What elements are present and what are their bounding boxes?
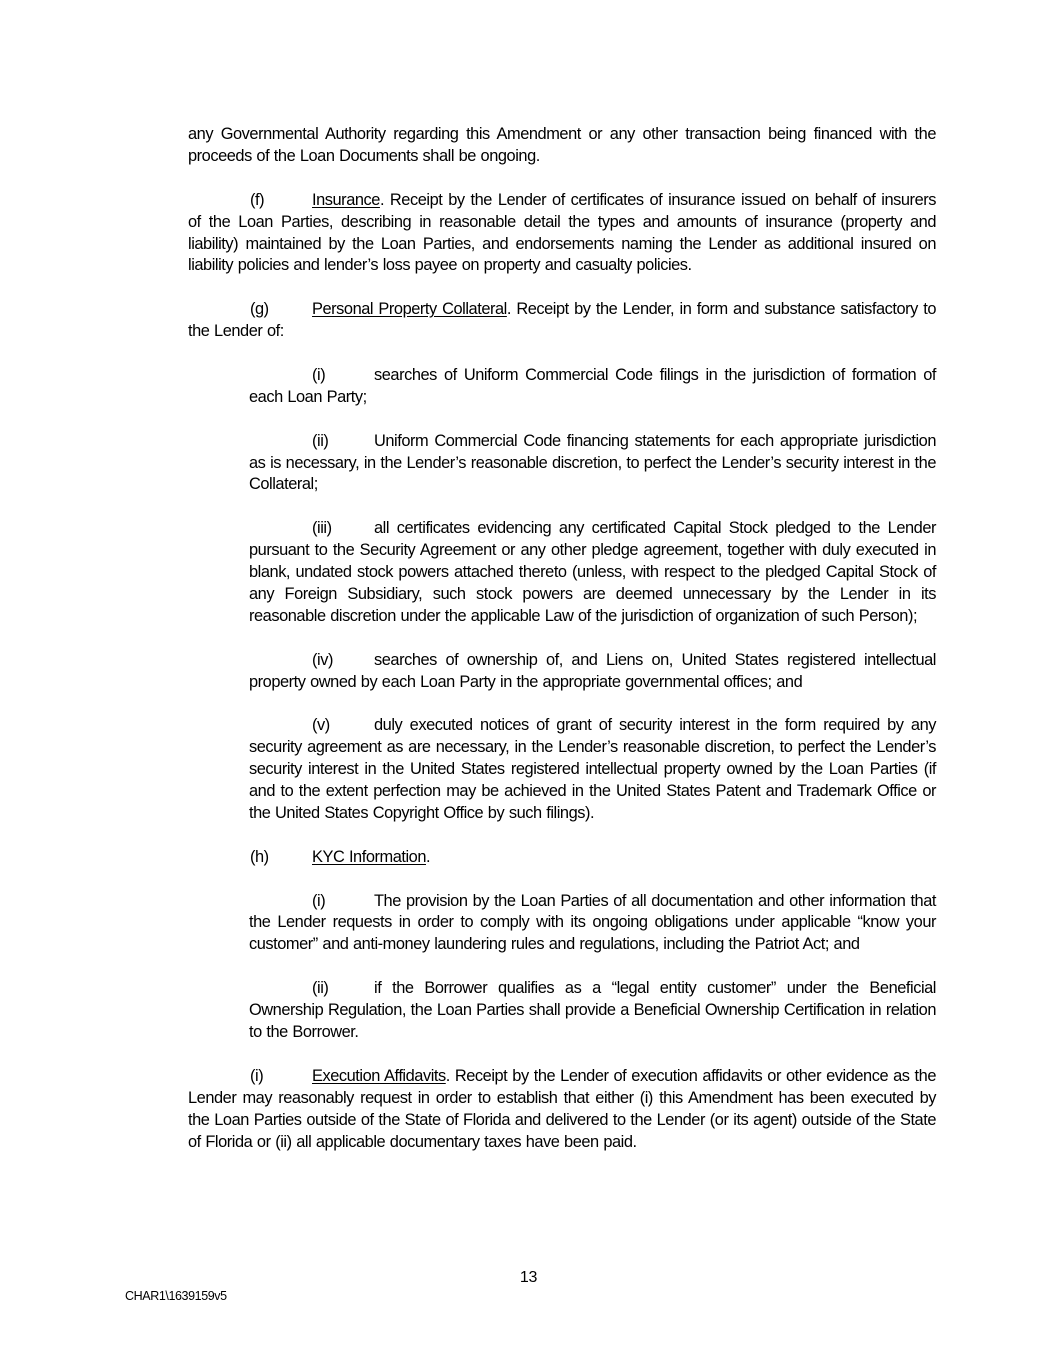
document-id: CHAR1\1639159v5 [125, 1289, 227, 1303]
section-h-item-label: (ii) [312, 979, 329, 998]
section-g-item-i [249, 365, 936, 409]
section-g-item-text: searches of Uniform Commercial Code filings in the jurisdiction of formation of each Loan Party; [249, 365, 936, 406]
section-h-item-text: The provision by the Loan Parties of all documentation and other information that the Lender requests in order to comply with its ongoing obligations under applicable “know your customer” and anti-money laundering rules and regulations, including the Patriot Act; and [249, 891, 936, 954]
section-h-item-text: if the Borrower qualifies as a “legal entity customer” under the Beneficial Ownership Regulation, the Loan Parties shall provide a Beneficial Ownership Certification in relation to the Borrower. [249, 979, 936, 1041]
section-g-item-label: (v) [312, 716, 330, 735]
section-h-paragraph [188, 847, 936, 869]
section-h-item-ii [249, 978, 936, 1044]
section-f-heading: Insurance [312, 190, 380, 209]
section-g-item-label: (iii) [312, 519, 332, 538]
section-g-item-label: (iv) [312, 650, 333, 669]
document-page [188, 124, 936, 1175]
section-g-label: (g) [250, 300, 269, 319]
section-g-item-label: (ii) [312, 431, 329, 450]
section-h-label: (h) [250, 847, 269, 866]
section-h-body: . [426, 847, 431, 866]
section-g-body: . Receipt by the Lender, in form and substance satisfactory to the Lender of: [188, 300, 936, 341]
section-g-item-text: duly executed notices of grant of security interest in the form required by any security agreement as are necessary, in the Lender’s reasonable discretion, to perfect the Lender’s security interest in the United States registered intellectual property owned by the Loan Parties (if and to the extent perfection may be achieved in the United States Patent and Trademark Office or the United States Copyright Office by such filings). [249, 716, 936, 822]
section-h-heading: KYC Information [312, 847, 426, 866]
section-g-heading: Personal Property Collateral [312, 300, 507, 319]
continuation-paragraph: any Governmental Authority regarding this Amendment or any other transaction being financed with the proceeds of the Loan Documents shall be ongoing. [188, 125, 936, 165]
section-g-paragraph [188, 299, 936, 343]
section-g-item-ii [249, 431, 936, 497]
section-g-item-text: Uniform Commercial Code financing statements for each appropriate jurisdiction as is necessary, in the Lender’s reasonable discretion, to perfect the Lender’s security interest in the Collateral; [249, 431, 936, 494]
section-i-paragraph [188, 1066, 936, 1154]
section-f-body: . Receipt by the Lender of certificates of insurance issued on behalf of insurers of the Loan Parties, describing in reasonable detail the types and amounts of insurance (property and liability) maintained by the Loan Parties, and endorsements naming the Lender as additional insured on liability policies and lender’s loss payee on property and casualty policies. [188, 190, 936, 275]
section-g-item-text: searches of ownership of, and Liens on, United States registered intellectual property owned by each Loan Party in the appropriate governmental offices; and [249, 650, 936, 691]
section-g-item-iv [249, 650, 936, 694]
section-g-item-iii [249, 518, 936, 628]
section-g-item-v [249, 715, 936, 825]
section-h-item-i [249, 891, 936, 957]
section-h-item-label: (i) [312, 891, 326, 910]
page-number: 13 [519, 1269, 538, 1286]
section-i-body: . Receipt by the Lender of execution affidavits or other evidence as the Lender may reasonably request in order to establish that either (i) this Amendment has been executed by the Loan Parties outside of the State of Florida and delivered to the Lender (or its agent) outside of the State of Florida or (ii) all applicable documentary taxes have been paid. [188, 1066, 936, 1151]
section-i-heading: Execution Affidavits [312, 1066, 446, 1085]
section-g-item-text: all certificates evidencing any certificated Capital Stock pledged to the Lender pursuant to the Security Agreement or any other pledge agreement, together with duly executed in blank, undated stock powers attached thereto (unless, with respect to the pledged Capital Stock of any Foreign Subsidiary, such stock powers are deemed unnecessary by the Lender in its reasonable discretion under the applicable Law of the jurisdiction of organization of such Person); [249, 519, 936, 625]
section-f-label: (f) [250, 190, 265, 209]
section-i-label: (i) [250, 1066, 264, 1085]
section-f-paragraph [188, 190, 936, 278]
section-g-item-label: (i) [312, 365, 326, 384]
